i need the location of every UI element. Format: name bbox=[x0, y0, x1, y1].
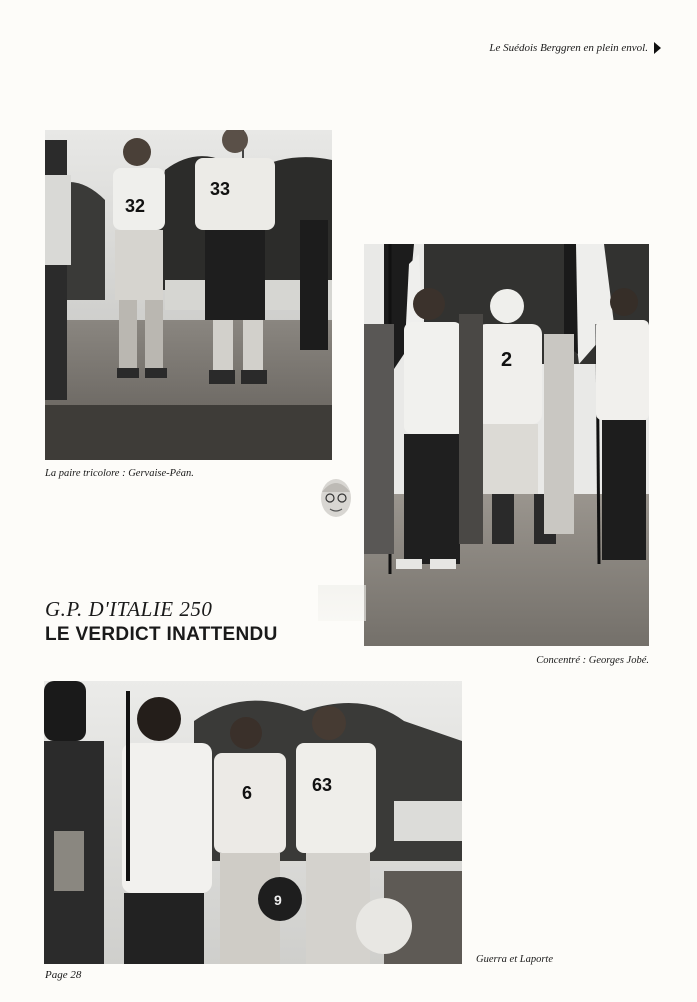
top-caption-text: Le Suédois Berggren en plein envol. bbox=[489, 42, 648, 54]
photo3-number-9: 9 bbox=[274, 892, 282, 908]
article-kicker: G.P. D'ITALIE 250 bbox=[45, 597, 213, 621]
photo-guerra-laporte bbox=[44, 681, 462, 964]
right-triangle-icon bbox=[654, 42, 661, 54]
photo-georges-jobe bbox=[364, 244, 649, 646]
photo-gervaise-pean bbox=[45, 130, 332, 460]
page-number: Page 28 bbox=[45, 969, 82, 981]
mascot-face-icon bbox=[318, 478, 354, 522]
photo2-number-2: 2 bbox=[501, 349, 513, 371]
photo3-number-6: 6 bbox=[242, 783, 253, 803]
photo2-caption: Concentré : Georges Jobé. bbox=[536, 655, 649, 666]
article-title: LE VERDICT INATTENDU bbox=[45, 624, 278, 645]
photo3-number-63: 63 bbox=[312, 775, 333, 795]
photo1-number-33: 33 bbox=[210, 179, 231, 199]
top-photo-caption bbox=[489, 42, 661, 54]
photo3-caption: Guerra et Laporte bbox=[476, 954, 553, 965]
photo1-number-32: 32 bbox=[125, 196, 146, 216]
photo1-caption: La paire tricolore : Gervaise-Péan. bbox=[45, 468, 194, 479]
faded-background-mark bbox=[318, 585, 366, 621]
